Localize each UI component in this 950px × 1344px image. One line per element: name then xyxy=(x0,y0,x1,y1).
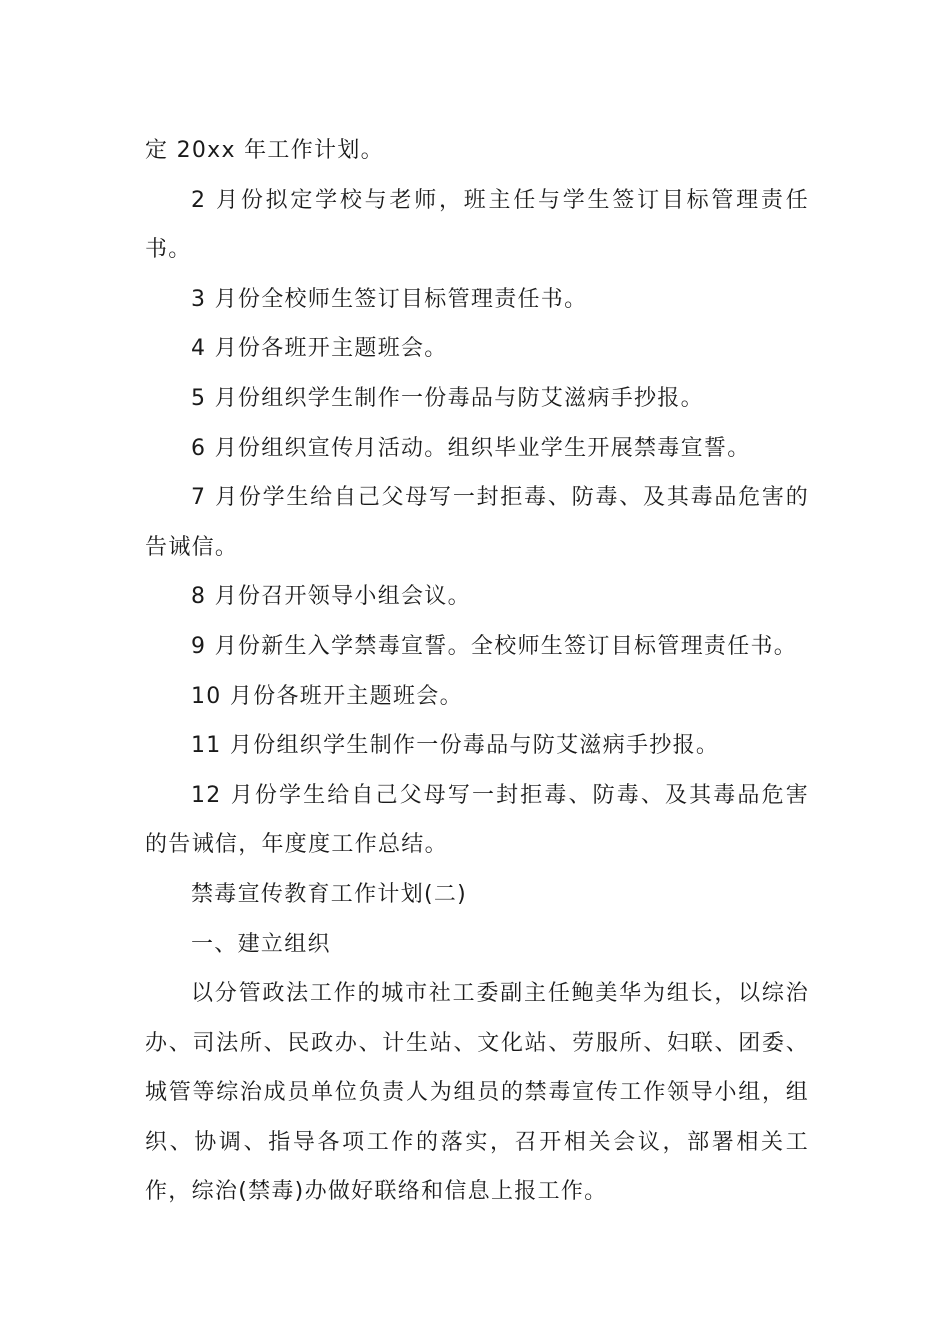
paragraph-march: 3 月份全校师生签订目标管理责任书。 xyxy=(191,286,588,312)
section-heading: 一、建立组织 xyxy=(191,931,331,957)
paragraph-august: 8 月份召开领导小组会议。 xyxy=(191,584,471,610)
paragraph-november: 11 月份组织学生制作一份毒品与防艾滋病手抄报。 xyxy=(191,733,720,759)
paragraph-september: 9 月份新生入学禁毒宣誓。全校师生签订目标管理责任书。 xyxy=(191,633,798,659)
paragraph-february: 2 月份拟定学校与老师，班主任与学生签订目标管理责任书。 xyxy=(145,187,809,263)
paragraph-june: 6 月份组织宣传月活动。组织毕业学生开展禁毒宣誓。 xyxy=(191,435,751,461)
paragraph-december: 12 月份学生给自己父母写一封拒毒、防毒、及其毒品危害的告诫信，年度度工作总结。 xyxy=(145,782,809,858)
section-title: 禁毒宣传教育工作计划(二) xyxy=(191,881,468,907)
paragraph-april: 4 月份各班开主题班会。 xyxy=(191,336,448,362)
paragraph-may: 5 月份组织学生制作一份毒品与防艾滋病手抄报。 xyxy=(191,385,704,411)
paragraph-october: 10 月份各班开主题班会。 xyxy=(191,683,463,709)
paragraph-continuation: 定 20xx 年工作计划。 xyxy=(145,138,384,163)
paragraph-july: 7 月份学生给自己父母写一封拒毒、防毒、及其毒品危害的告诫信。 xyxy=(145,485,809,560)
document-body xyxy=(145,126,809,1217)
paragraph-organization: 以分管政法工作的城市社工委副主任鲍美华为组长，以综治办、司法所、民政办、计生站、文化站、劳服所、妇联、团委、城管等综治成员单位负责人为组员的禁毒宣传工作领导小组，组织、协调、指导各项工作的落实，召开相关会议，部署相关工作，综治(禁毒)办做好联络和信息上报工作。 xyxy=(145,981,809,1205)
